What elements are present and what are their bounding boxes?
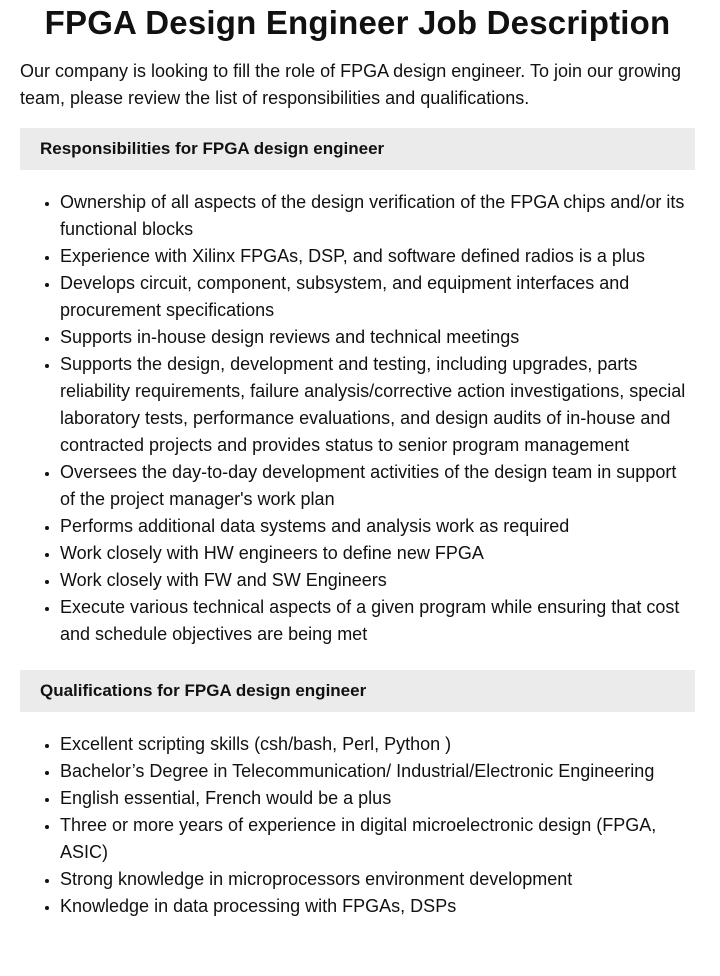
- list-item: • Supports the design, development and testing, including upgrades, parts reliability requirements, failure analysis/corrective action investigations, special laboratory tests, performance evaluations, and design audits of in-house and contracted projects and provides status to senior program management: [60, 351, 695, 459]
- page-title: FPGA Design Engineer Job Description: [44, 4, 671, 41]
- list-item: • Knowledge in data processing with FPGAs, DSPs: [60, 893, 695, 920]
- list-item: • Develops circuit, component, subsystem, and equipment interfaces and procurement specifications: [60, 270, 695, 324]
- qualifications-heading: Qualifications for FPGA design engineer: [20, 670, 695, 712]
- list-item: • Work closely with FW and SW Engineers: [60, 567, 695, 594]
- list-item: • Supports in-house design reviews and technical meetings: [60, 324, 695, 351]
- intro-paragraph: Our company is looking to fill the role of FPGA design engineer. To join our growing team, please review the list of responsibilities and qualifications.: [20, 61, 682, 108]
- list-item: • Oversees the day-to-day development activities of the design team in support of the project manager's work plan: [60, 459, 695, 513]
- list-item: • Strong knowledge in microprocessors environment development: [60, 866, 695, 893]
- list-item: • Ownership of all aspects of the design verification of the FPGA chips and/or its functional blocks: [60, 189, 695, 243]
- list-item: • Excellent scripting skills (csh/bash, Perl, Python ): [60, 731, 695, 758]
- list-item: • Work closely with HW engineers to define new FPGA: [60, 540, 695, 567]
- list-item: • Experience with Xilinx FPGAs, DSP, and software defined radios is a plus: [60, 243, 695, 270]
- list-item: • Three or more years of experience in digital microelectronic design (FPGA, ASIC): [60, 812, 695, 866]
- qualifications-list: [20, 731, 695, 920]
- list-item: • Performs additional data systems and analysis work as required: [60, 513, 695, 540]
- list-item: • Execute various technical aspects of a given program while ensuring that cost and schedule objectives are being met: [60, 594, 695, 648]
- responsibilities-heading: Responsibilities for FPGA design engineer: [20, 128, 695, 170]
- list-item: • English essential, French would be a plus: [60, 785, 695, 812]
- responsibilities-list: [20, 189, 695, 648]
- list-item: • Bachelor’s Degree in Telecommunication/ Industrial/Electronic Engineering: [60, 758, 695, 785]
